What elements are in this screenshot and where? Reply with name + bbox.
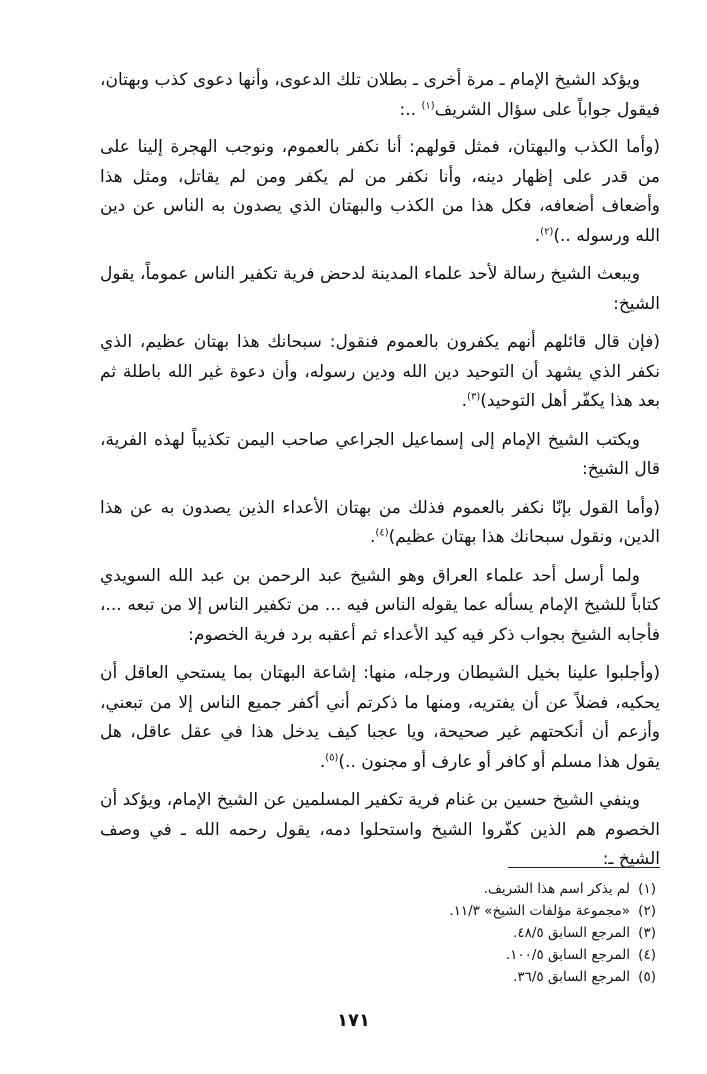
footnote-number: (٢) bbox=[638, 903, 656, 919]
footnote-4 bbox=[300, 944, 656, 966]
footnote-ref: (٤) bbox=[375, 527, 389, 539]
footnote-text: المرجع السابق ٤٨/٥. bbox=[513, 925, 630, 941]
footnote-ref: (٢) bbox=[540, 225, 554, 237]
footnote-3 bbox=[300, 922, 656, 944]
paragraph-text: ويبعث الشيخ رسالة لأحد علماء المدينة لدحض فرية تكفير الناس عموماً، يقول الشيخ: bbox=[100, 264, 660, 314]
paragraph-tail: . bbox=[370, 527, 376, 547]
footnote-number: (٤) bbox=[638, 947, 656, 963]
paragraph-7 bbox=[100, 562, 660, 651]
paragraph-text: (وأجلبوا علينا بخيل الشيطان ورجله، منها: إشاعة البهتان بما يستحي العاقل أن يحكيه، فضلاً عن أن يفتريه، ومنها ما ذكرتم أني أكفر جميع الناس إلا من تبعني، وأزعم أن أنكحتهم غير صحيحة، ويا عجبا كيف يدخل هذا في عقل عاقل، هل يقول هذا مسلم أو كافر أو عارف أو مجنون ..) bbox=[100, 663, 660, 772]
paragraph-text: (وأما القول بإنّا نكفر بالعموم فذلك من بهتان الأعداء الذين يصدون به عن هذا الدين، ونقول سبحانك هذا بهتان عظيم) bbox=[100, 497, 660, 547]
footnote-ref: (١) bbox=[421, 99, 435, 111]
footnote-5 bbox=[300, 966, 656, 988]
paragraph-6 bbox=[100, 494, 660, 553]
paragraph-1 bbox=[100, 66, 660, 125]
paragraph-text: ولما أرسل أحد علماء العراق وهو الشيخ عبد الرحمن بن عبد الله السويدي كتاباً للشيخ الإمام يسأله عما يقوله الناس فيه ... من تكفير الناس إلا من تبعه ...، فأجابه الشيخ بجواب ذكر فيه كيد الأعداء ثم أعقبه برد فرية الخصوم: bbox=[100, 565, 660, 645]
main-text bbox=[100, 66, 660, 884]
paragraph-text: ويكتب الشيخ الإمام إلى إسماعيل الجراعي صاحب اليمن تكذيباً لهذه الفرية، قال الشيخ: bbox=[100, 429, 660, 479]
paragraph-text: (فإن قال قائلهم أنهم يكفرون بالعموم فنقول: سبحانك هذا بهتان عظيم، الذي نكفر الذي يشهد أن التوحيد دين الله ودين رسوله، وأن دعوة غير الله باطلة ثم بعد هذا يكفّر أهل التوحيد) bbox=[100, 332, 660, 411]
footnote-ref: (٥) bbox=[325, 751, 339, 763]
paragraph-3 bbox=[100, 260, 660, 319]
footnotes bbox=[300, 878, 656, 988]
paragraph-9 bbox=[100, 786, 660, 875]
footnote-text: «مجموعة مؤلفات الشيخ» ١١/٣. bbox=[449, 903, 630, 919]
paragraph-tail: . bbox=[461, 391, 468, 411]
paragraph-text: ويؤكد الشيخ الإمام ـ مرة أخرى ـ بطلان تلك الدعوى، وأنها دعوى كذب وبهتان، فيقول جواباً على سؤال الشريف bbox=[100, 70, 660, 120]
footnote-divider bbox=[508, 867, 660, 868]
footnote-number: (٣) bbox=[638, 925, 656, 941]
footnote-text: المرجع السابق ١٠٠/٥. bbox=[505, 947, 630, 963]
paragraph-4 bbox=[100, 328, 660, 417]
paragraph-text: (وأما الكذب والبهتان، فمثل قولهم: أنا نكفر بالعموم، ونوجب الهجرة إلينا على من قدر على إظهار دينه، وأنا نكفر من لم يكفر ومن لم يقاتل، ومثل هذا وأضعاف أضعافه، فكل هذا من الكذب والبهتان الذي يصدون به الناس عن دين الله ورسوله ..) bbox=[100, 137, 660, 246]
paragraph-2 bbox=[100, 133, 660, 251]
footnote-ref: (٣) bbox=[467, 391, 481, 403]
footnote-number: (١) bbox=[638, 881, 656, 897]
paragraph-5 bbox=[100, 426, 660, 485]
paragraph-text: وينفي الشيخ حسين بن غنام فرية تكفير المسلمين عن الشيخ الإمام، ويؤكد أن الخصوم هم الذين كفّروا الشيخ واستحلوا دمه، يقول رحمه الله ـ في وصف الشيخ ـ: bbox=[100, 790, 660, 869]
footnote-1 bbox=[300, 878, 656, 900]
footnote-2 bbox=[300, 900, 656, 922]
paragraph-8 bbox=[100, 659, 660, 777]
footnote-text: المرجع السابق ٣٦/٥. bbox=[513, 969, 630, 985]
footnote-number: (٥) bbox=[638, 969, 656, 985]
paragraph-tail: . bbox=[319, 751, 326, 772]
page-number: ١٧١ bbox=[337, 1010, 370, 1031]
paragraph-tail: ..: bbox=[399, 99, 422, 120]
footnote-text: لم يذكر اسم هذا الشريف. bbox=[483, 881, 630, 897]
paragraph-tail: . bbox=[534, 225, 541, 246]
